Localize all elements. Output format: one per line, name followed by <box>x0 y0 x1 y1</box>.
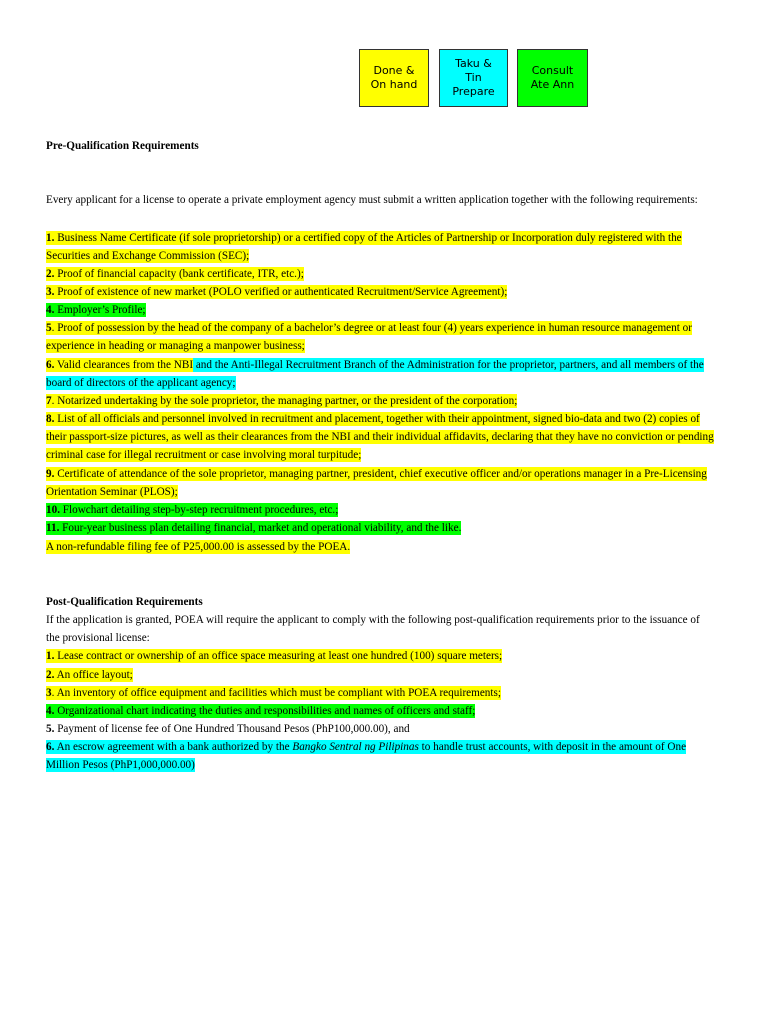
item-number: 5 <box>46 322 52 334</box>
item-number: 3. <box>46 286 55 298</box>
item-number: 6. <box>46 359 55 371</box>
pre-qualification-heading: Pre-Qualification Requirements <box>46 140 199 152</box>
pre-item-5 <box>46 319 716 355</box>
fee-text: A non-refundable filing fee of P25,000.00 is assessed by the POEA. <box>46 541 351 553</box>
item-number: 2. <box>46 669 55 681</box>
pre-item-4 <box>46 301 716 319</box>
item-text: An office layout; <box>54 669 133 681</box>
item-number: 1. <box>46 232 55 244</box>
legend-consult-ate-ann: Consult Ate Ann <box>517 49 588 107</box>
post-item-5 <box>46 720 716 738</box>
item-number: 3 <box>46 687 52 699</box>
item-text: Proof of financial capacity (bank certificate, ITR, etc.); <box>54 268 304 280</box>
item-number: 1. <box>46 650 55 662</box>
item-number: 4. <box>46 304 55 316</box>
item-text: Valid clearances from the NBI <box>54 359 194 371</box>
item-text: Employer’s Profile; <box>54 304 146 316</box>
item-number: 2. <box>46 268 55 280</box>
post-item-1 <box>46 647 716 665</box>
item-number: 8. <box>46 413 55 425</box>
item-text-continued: to handle trust accounts, with deposit in the amount of One Million Pesos (PhP1,000,000.00) <box>46 741 687 772</box>
item-text: An escrow agreement with a bank authorized by the <box>54 741 293 753</box>
item-text: Organizational chart indicating the duties and responsibilities and names of officers and staff; <box>54 705 476 717</box>
item-number: 7 <box>46 395 52 407</box>
legend-done-on-hand: Done & On hand <box>359 49 429 107</box>
item-text: . Notarized undertaking by the sole proprietor, the managing partner, or the president of the corporation; <box>51 395 518 407</box>
item-text: Flowchart detailing step-by-step recruitment procedures, etc.; <box>59 504 339 516</box>
pre-item-7 <box>46 392 716 410</box>
post-item-6 <box>46 738 716 774</box>
item-text-italic: Bangko Sentral ng Pilipinas <box>292 741 419 753</box>
pre-item-1 <box>46 229 716 265</box>
pre-intro: Every applicant for a license to operate a private employment agency must submit a written application together with the following requirements: <box>46 194 698 206</box>
item-text: Business Name Certificate (if sole proprietorship) or a certified copy of the Articles of Partnership or Incorporation duly registered with the Securities and Exchange Commission (SEC); <box>46 232 682 263</box>
item-text: Payment of license fee of One Hundred Thousand Pesos (PhP100,000.00), and <box>54 723 410 735</box>
item-text-continued: and the Anti-Illegal Recruitment Branch of the Administration for the proprietor, partners, and all members of the board of directors of the applicant agency; <box>46 359 704 390</box>
pre-item-10 <box>46 501 716 519</box>
post-qualification-heading: Post-Qualification Requirements <box>46 596 203 608</box>
pre-item-11 <box>46 519 716 537</box>
pre-item-3 <box>46 283 716 301</box>
item-number: 4. <box>46 705 55 717</box>
item-text: Lease contract or ownership of an office space measuring at least one hundred (100) square meters; <box>54 650 503 662</box>
pre-fee-note <box>46 538 716 556</box>
pre-item-2 <box>46 265 716 283</box>
item-number: 11. <box>46 522 60 534</box>
item-text: . An inventory of office equipment and facilities which must be compliant with POEA requirements; <box>51 687 501 699</box>
post-item-2 <box>46 666 716 684</box>
item-text: Certificate of attendance of the sole proprietor, managing partner, president, chief executive officer and/or operations manager in a Pre-Licensing Orientation Seminar (PLOS); <box>46 468 707 499</box>
item-number: 5. <box>46 723 55 735</box>
post-intro: If the application is granted, POEA will require the applicant to comply with the following post-qualification requirements prior to the issuance of the provisional license: <box>46 614 700 645</box>
item-number: 9. <box>46 468 55 480</box>
item-text: Four-year business plan detailing financial, market and operational viability, and the like. <box>59 522 462 534</box>
item-number: 10. <box>46 504 60 516</box>
pre-item-8 <box>46 410 716 465</box>
pre-item-6 <box>46 356 716 392</box>
item-text: . Proof of possession by the head of the company of a bachelor’s degree or at least four (4) years experience in human resource management or experience in heading or managing a manpower business; <box>46 322 692 353</box>
post-item-3 <box>46 684 716 702</box>
legend-taku-tin-prepare: Taku & Tin Prepare <box>439 49 508 107</box>
item-number: 6. <box>46 741 55 753</box>
item-text: Proof of existence of new market (POLO verified or authenticated Recruitment/Service Agreement); <box>54 286 508 298</box>
pre-item-9 <box>46 465 716 501</box>
post-item-4 <box>46 702 716 720</box>
item-text: List of all officials and personnel involved in recruitment and placement, together with their appointment, signed bio-data and two (2) copies of their passport-size pictures, as well as their clearances from the NBI and their individual affidavits, declaring that they have no conviction or pending criminal case for illegal recruitment or case involving moral turpitude; <box>46 413 714 462</box>
